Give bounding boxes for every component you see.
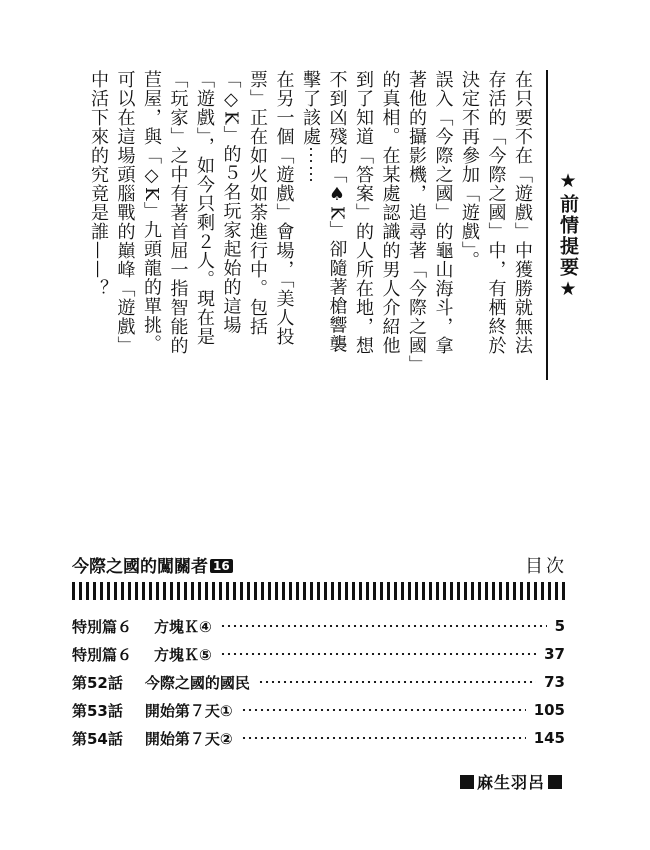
toc-leader-dots bbox=[241, 709, 526, 711]
toc-divider-bar bbox=[72, 582, 565, 600]
toc-leader-dots bbox=[258, 681, 536, 683]
synopsis-paragraph: 在只要不在「遊戲」中獲勝就無法存活的「今際之國」中，有栖終於決定不再參加「遊戲」。 bbox=[459, 70, 533, 355]
toc-entry[interactable] bbox=[72, 668, 565, 696]
toc-entry-label: 特別篇６ bbox=[72, 645, 133, 664]
toc-entry-label: 第54話 bbox=[72, 729, 123, 748]
toc-leader-dots bbox=[241, 737, 526, 739]
book-title-text: 今際之國的闖關者 bbox=[72, 557, 208, 577]
toc-entry-page: 73 bbox=[544, 673, 565, 691]
toc-entry[interactable] bbox=[72, 640, 565, 668]
toc-entry-page: 105 bbox=[533, 701, 565, 719]
toc-entry-page: 37 bbox=[544, 645, 565, 663]
author-block-right bbox=[548, 775, 562, 789]
toc-entry[interactable] bbox=[72, 696, 565, 724]
toc-entry-title: 方塊Ｋ⑤ bbox=[154, 645, 212, 664]
author-block-left bbox=[460, 775, 474, 789]
toc-entry-page: 5 bbox=[554, 617, 565, 635]
toc-entry-title: 今際之國的國民 bbox=[144, 673, 250, 692]
toc-entry-label: 特別篇６ bbox=[72, 617, 133, 636]
author-credit bbox=[457, 770, 565, 793]
synopsis-heading: ★前情提要★ bbox=[557, 170, 579, 302]
synopsis-paragraph: 可以在這場頭腦戰的巔峰「遊戲」中活下來的究竟是誰——？ bbox=[88, 70, 136, 355]
toc-leader-dots bbox=[220, 625, 547, 627]
toc-entry[interactable] bbox=[72, 724, 565, 752]
synopsis-paragraph: 誤入「今際之國」的龜山海斗，拿著他的攝影機，追尋著「今際之國」的真相。在某處認識的男人介紹他到了知道「答案」的人所在地，想不到凶殘的「♠K」卻隨著槍響襲擊了該處⋯⋯ bbox=[300, 70, 454, 365]
synopsis-body bbox=[85, 70, 536, 370]
toc-entry-title: 開始第７天① bbox=[144, 701, 233, 720]
toc-entry-title: 方塊Ｋ④ bbox=[154, 617, 212, 636]
toc-entry-title: 開始第７天② bbox=[144, 729, 233, 748]
toc-list bbox=[72, 612, 565, 752]
toc-leader-dots bbox=[220, 653, 536, 655]
synopsis-divider bbox=[546, 70, 548, 380]
synopsis-paragraph: 在另一個「遊戲」會場，「美人投票」正在如火如荼進行中。包括「◇K」的５名玩家起始的這場「遊戲」，如今只剩２人。現在是「玩家」之中有著首屈一指智能的苣屋，與「◇K」九頭龍的單挑。 bbox=[141, 70, 295, 355]
toc-entry-label: 第53話 bbox=[72, 701, 123, 720]
toc-book-title bbox=[72, 552, 233, 577]
toc-entry-page: 145 bbox=[533, 729, 565, 747]
toc-heading: 目次 bbox=[525, 556, 567, 577]
toc-entry[interactable] bbox=[72, 612, 565, 640]
volume-badge: 16 bbox=[210, 559, 233, 573]
toc-entry-label: 第52話 bbox=[72, 673, 123, 692]
author-name: 麻生羽呂 bbox=[476, 773, 545, 792]
